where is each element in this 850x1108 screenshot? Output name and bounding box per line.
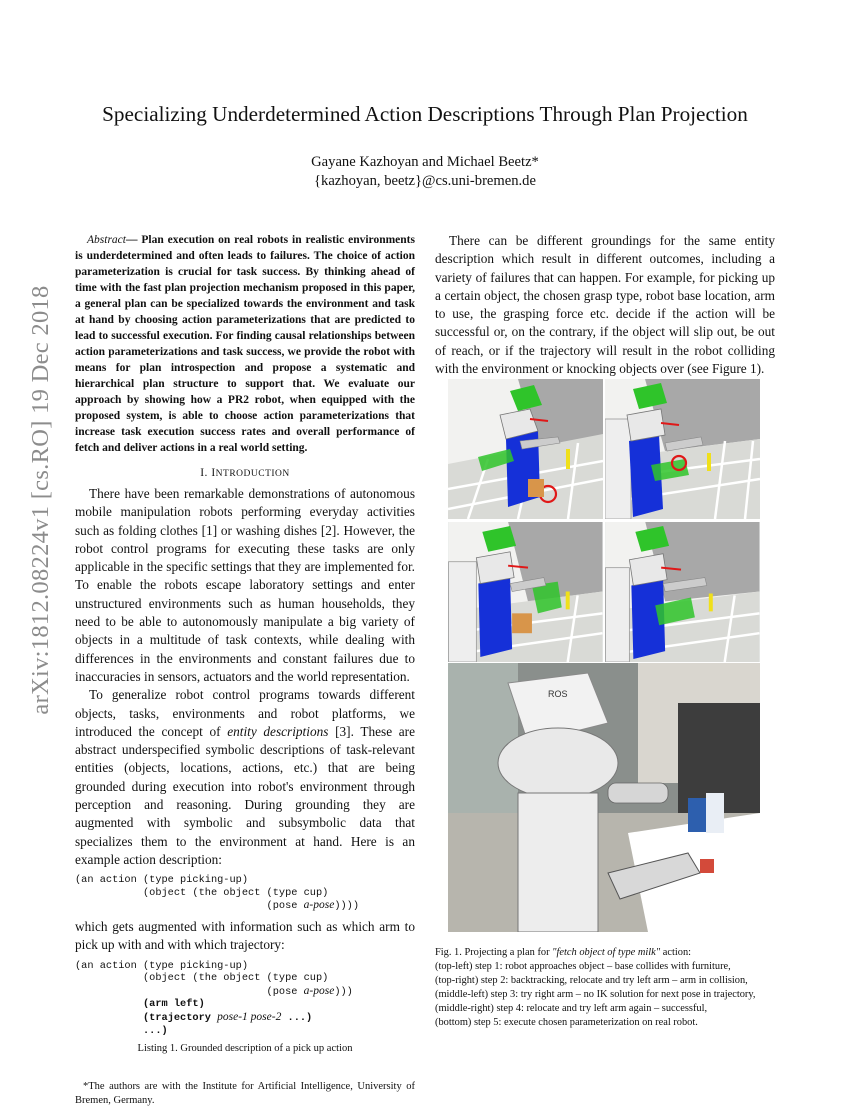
code-snippet-1: [75, 874, 415, 913]
caption-prefix: Fig. 1. Projecting a plan for: [435, 947, 553, 958]
author-block: [60, 153, 790, 191]
code1-line3a: (pose: [75, 900, 304, 913]
arxiv-stamp: [26, 285, 56, 715]
robot-photo: [448, 663, 760, 932]
intro-paragraph-3: which gets augmented with information such as which arm to pick up with and with which trajectory:: [75, 919, 415, 953]
code2-line6b: ...): [142, 1024, 168, 1037]
sim-panel-top-left: [448, 379, 603, 519]
code1-line2: (object (the object (type cup): [75, 886, 329, 899]
caption-line-1: (top-left) step 1: robot approaches object – base collides with furniture,: [435, 961, 731, 973]
intro-paragraph-1: There have been remarkable demonstrations of autonomous mobile manipulation robots performing everyday activities such as folding clothes [1] or washing dishes [2]. However, the robot control programs for executing these tasks are only applicable in the specific settings that they are implemented for. To enable the robots escape laboratory settings and enter unstructured environments such as human households, they need to be able to autonomously manipulate a big variety of objects in a multitude of task contexts, while dealing with differences in the environments and constant failures due to inaccuracies in sensors, actuators and the world representation.: [75, 486, 415, 684]
code2-line1: (an action (type picking-up): [75, 959, 249, 972]
code1-line3c: )))): [334, 900, 360, 913]
right-column: [435, 232, 775, 378]
code1-line1: (an action (type picking-up): [75, 874, 249, 887]
code2-line5c: pose-1 pose-2: [217, 1010, 282, 1023]
code2-line3b: a-pose: [303, 984, 335, 997]
caption-line-3: (middle-left) step 3: try right arm – no IK solution for next pose in trajectory,: [435, 989, 756, 1001]
caption-italic: "fetch object of type milk": [552, 947, 661, 958]
code2-line5b: (trajectory: [142, 1011, 218, 1024]
sim-panel-top-right: [605, 379, 760, 519]
ros-label: ROS: [548, 689, 568, 699]
section-title-rest: NTRODUCTION: [215, 469, 290, 479]
figure-caption: [435, 946, 780, 1031]
section-number: I.: [200, 467, 208, 479]
code1-line3b: a-pose: [303, 899, 335, 912]
caption-line-2: (top-right) step 2: backtracking, relocate and try left arm – arm in collision,: [435, 975, 748, 987]
section-initial: I: [211, 467, 216, 479]
code-snippet-2: [75, 960, 415, 1038]
arxiv-stamp-text: arXiv:1812.08224v1 [cs.RO] 19 Dec 2018: [27, 285, 54, 715]
para2-after: [3]. These are abstract underspecified symbolic descriptions of task-relevant entities (objects, locations, actions, etc.) that are being grounded during execution into robot's environment through perception and reasoning. During grounding they are augmented with symbolic and subsymbolic data that specializes them to the environment at hand. Here is an example action description:: [75, 723, 415, 867]
listing-caption: Listing 1. Grounded description of a pick up action: [137, 1043, 353, 1055]
footnote: *The authors are with the Institute for Artificial Intelligence, University of Bremen, Germany.: [75, 1081, 415, 1107]
sim-panel-middle-left: [448, 522, 603, 662]
para2-emphasis: entity descriptions: [227, 723, 329, 739]
abstract-body: — Plan execution on real robots in realistic environments is underdetermined and often leads to failures. The choice of action parameterization is crucial for task success. By thinking ahead of time with the fast plan projection mechanism proposed in this paper, a general plan can be specialized towards the environment and task at hand by choosing action parameterizations that are predicted to lead to successful execution. For finding causal relationships between action parameterizations and task success, we provide the robot with means for plan introspection and propose a systematic and hierarchical plan structure to support that. We evaluate our approach by showing how a PR2 robot, when equipped with the proposed system, is able to choose action parameterizations that increase task execution success rates and overall performance of fetch and deliver actions in a real world setting.: [75, 234, 415, 454]
code2-line4a: [75, 998, 143, 1010]
left-column: [75, 232, 415, 1108]
code2-line2: (object (the object (type cup): [75, 972, 329, 985]
code2-line5a: [75, 1012, 143, 1024]
caption-suffix: action:: [660, 947, 692, 958]
author-names: Gayane Kazhoyan and Michael Beetz*: [311, 154, 539, 170]
code2-line3c: ))): [334, 985, 353, 998]
code2-line3a: (pose: [75, 985, 304, 998]
paper-title: Specializing Underdetermined Action Descriptions Through Plan Projection: [102, 102, 748, 126]
intro-paragraph-2: [75, 686, 415, 869]
section-heading-introduction: [75, 467, 415, 479]
caption-line-5: (bottom) step 5: execute chosen parameterization on real robot.: [435, 1017, 698, 1029]
right-paragraph-1: There can be different groundings for the same entity description which result in different outcomes, including a variety of failures that can happen. For example, for picking up a certain object, the chosen grasp type, robot base location, arm to use, the grasping force etc. decide if the action will be successful or, on the contrary, if the object will slip out, be out of reach, or if the trajectory will result in the robot colliding with the environment or knocking objects over (see Figure 1).: [435, 233, 775, 377]
code2-line4b: (arm left): [142, 998, 205, 1011]
code2-line5d: ...): [281, 1011, 313, 1024]
author-emails: {kazhoyan, beetz}@cs.uni-bremen.de: [314, 173, 536, 189]
sim-panel-middle-right: [605, 522, 760, 662]
figure-simulation-grid: [448, 379, 760, 663]
para2-before: To generalize robot control programs towards different objects, tasks, environments and robot platforms, we introduced the concept of: [75, 687, 415, 739]
caption-line-4: (middle-right) step 4: relocate and try left arm again – successful,: [435, 1003, 708, 1015]
abstract: [75, 232, 415, 456]
caption-line-0: [435, 946, 780, 960]
abstract-label: Abstract: [87, 234, 126, 246]
code2-line6a: [75, 1025, 143, 1037]
